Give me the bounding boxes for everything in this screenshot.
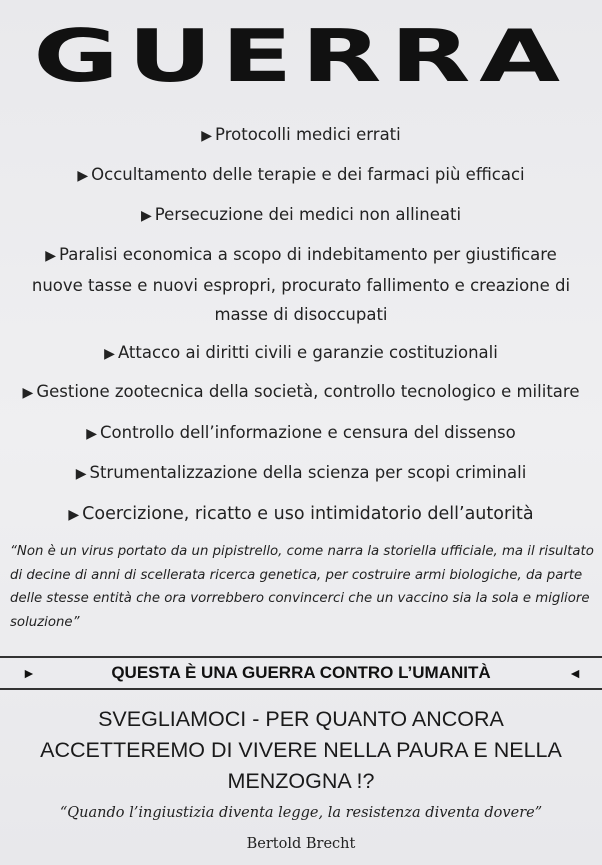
virus-quote: “Non è un virus portato da un pipistrello, come narra la storiella ufficiale, ma il risultato di decine di anni di scellerata ricerca genetica, per costruire armi biologiche, da parte delle stesse entità che ora vorrebbero convincerci che un vaccino sia la sola e migliore soluzione” [10, 544, 594, 630]
bullet-icon: ▶ [201, 128, 213, 144]
arrow-right-icon: ► [22, 665, 36, 681]
list-item: ▶ Gestione zootecnica della società, controllo tecnologico e militare [22, 382, 580, 401]
list-item: ▶ Strumentalizzazione della scienza per scopi criminali [75, 463, 527, 482]
poster-title: GUERRA [33, 14, 569, 98]
list-item: ▶ Persecuzione dei medici non allineati [140, 205, 462, 224]
list-item: ▶ Protocolli medici errati [201, 125, 401, 144]
bullet-icon: ▶ [22, 385, 34, 401]
list-item: ▶ Controllo dell’informazione e censura del dissenso [86, 423, 516, 442]
bullet-icon: ▶ [86, 426, 98, 442]
banner-text: QUESTA È UNA GUERRA CONTRO L’UMANITÀ [111, 663, 491, 682]
list-item: ▶ Occultamento delle terapie e dei farmaci più efficaci [77, 165, 525, 184]
list-item: ▶ Coercizione, ricatto e uso intimidatorio dell’autorità [68, 504, 534, 524]
humanity-banner [0, 656, 602, 690]
arrow-left-icon: ◄ [568, 665, 582, 681]
bullet-icon: ▶ [104, 346, 115, 362]
list-item: ▶ Paralisi economica a scopo di indebitamento per giustificare nuove tasse e nuovi espropri, procurato fallimento e creazione di masse di disoccupati [31, 245, 571, 324]
bullet-icon: ▶ [45, 248, 56, 264]
bullet-icon: ▶ [75, 466, 87, 482]
wake-up-call: SVEGLIAMOCI - PER QUANTO ANCORA ACCETTEREMO DI VIVERE NELLA PAURA E NELLA MENZOGNA !? [40, 707, 562, 793]
closing-quote: “Quando l’ingiustizia diventa legge, la resistenza diventa dovere” [59, 805, 543, 821]
bullet-icon: ▶ [77, 168, 89, 184]
quote-author: Bertold Brecht [246, 836, 356, 852]
list-item: ▶ Attacco ai diritti civili e garanzie costituzionali [104, 343, 498, 362]
bullet-icon: ▶ [140, 208, 152, 224]
bullet-icon: ▶ [68, 507, 80, 523]
